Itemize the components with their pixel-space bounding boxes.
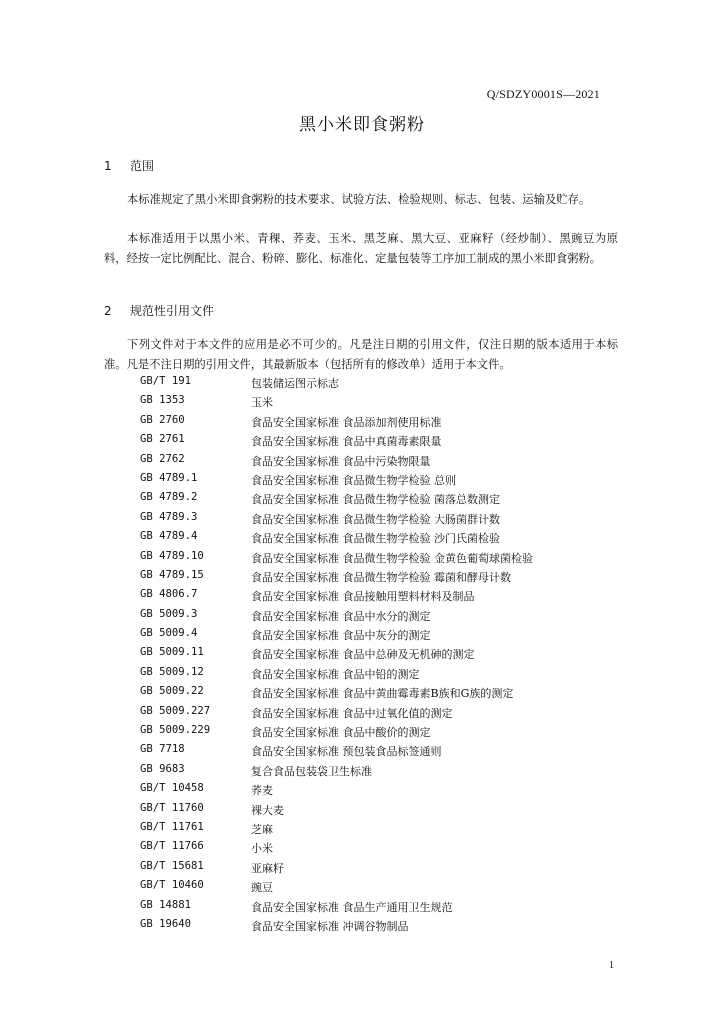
- reference-title: 食品安全国家标准 食品中真菌毒素限量: [251, 435, 442, 449]
- reference-code: GB 4789.2: [140, 491, 198, 504]
- reference-item: [140, 627, 533, 646]
- reference-title: 食品安全国家标准 食品中过氧化值的测定: [251, 706, 453, 720]
- reference-code: GB/T 10458: [140, 782, 204, 795]
- reference-title: 食品安全国家标准 预包装食品标签通则: [251, 745, 442, 759]
- document-title: 黑小米即食粥粉: [299, 115, 425, 135]
- reference-item: [140, 666, 533, 685]
- reference-code: GB 1353: [140, 394, 185, 407]
- reference-title: 食品安全国家标准 冲调谷物制品: [251, 919, 409, 933]
- reference-item: [140, 821, 533, 840]
- section-title: 范围: [130, 159, 155, 173]
- reference-item: [140, 608, 533, 627]
- reference-code: GB 4789.1: [140, 471, 198, 484]
- reference-item: [140, 453, 533, 472]
- page-number: 1: [609, 960, 614, 971]
- reference-item: [140, 705, 533, 724]
- reference-item: [140, 414, 533, 433]
- reference-item: [140, 491, 533, 510]
- reference-item: [140, 530, 533, 549]
- reference-item: [140, 394, 533, 413]
- reference-title: 食品安全国家标准 食品微生物学检验 霉菌和酵母计数: [251, 570, 511, 584]
- reference-item: [140, 763, 533, 782]
- section-heading-normative-references: [104, 302, 214, 319]
- reference-code: GB 5009.12: [140, 665, 204, 678]
- reference-title: 食品安全国家标准 食品微生物学检验 沙门氏菌检验: [251, 532, 500, 546]
- reference-item: [140, 588, 533, 607]
- reference-code: GB 4789.4: [140, 530, 198, 543]
- reference-title: 豌豆: [251, 881, 273, 895]
- reference-title: 食品安全国家标准 食品中铅的测定: [251, 667, 420, 681]
- reference-title: 复合食品包装袋卫生标准: [251, 764, 372, 778]
- reference-item: [140, 472, 533, 491]
- reference-code: GB 5009.22: [140, 685, 204, 698]
- section-heading-scope: [104, 157, 154, 174]
- reference-title: 食品安全国家标准 食品中污染物限量: [251, 454, 431, 468]
- reference-title: 食品安全国家标准 食品中总砷及无机砷的测定: [251, 648, 475, 662]
- reference-code: GB 9683: [140, 762, 185, 775]
- section-number: 2: [104, 304, 112, 318]
- reference-item: [140, 782, 533, 801]
- reference-title: 包装储运图示标志: [251, 377, 339, 390]
- reference-code: GB 5009.4: [140, 627, 198, 640]
- reference-code: GB/T 15681: [140, 859, 204, 872]
- document-code: Q/SDZY0001S—2021: [486, 87, 600, 101]
- reference-item: [140, 840, 533, 859]
- reference-item: [140, 802, 533, 821]
- reference-title: 食品安全国家标准 食品中黄曲霉毒素B族和G族的测定: [251, 687, 514, 701]
- reference-code: GB 5009.227: [140, 704, 211, 717]
- reference-code: GB 2760: [140, 413, 185, 426]
- reference-title: 食品安全国家标准 食品中酸价的测定: [251, 726, 431, 740]
- reference-item: [140, 646, 533, 665]
- section-number: 1: [104, 159, 112, 173]
- reference-code: GB 4789.10: [140, 549, 204, 562]
- reference-code: GB 14881: [140, 898, 192, 911]
- reference-item: [140, 375, 533, 394]
- reference-item: [140, 550, 533, 569]
- reference-code: GB/T 11761: [140, 820, 204, 833]
- reference-title: 食品安全国家标准 食品微生物学检验 菌落总数测定: [251, 493, 500, 507]
- reference-title: 食品安全国家标准 食品微生物学检验 总则: [251, 473, 456, 487]
- reference-title: 小米: [251, 842, 273, 856]
- reference-code: GB/T 11760: [140, 801, 204, 814]
- reference-code: GB 19640: [140, 917, 192, 930]
- paragraph: 本标准规定了黑小米即食粥粉的技术要求、试验方法、检验规则、标志、包装、运输及贮存。: [127, 193, 591, 206]
- reference-code: GB/T 10460: [140, 879, 204, 892]
- reference-item: [140, 433, 533, 452]
- section-title: 规范性引用文件: [130, 304, 215, 318]
- reference-title: 食品安全国家标准 食品生产通用卫生规范: [251, 900, 453, 914]
- reference-item: [140, 724, 533, 743]
- reference-code: GB/T 11766: [140, 840, 204, 853]
- reference-code: GB 4789.3: [140, 510, 198, 523]
- reference-item: [140, 860, 533, 879]
- reference-title: 裸大麦: [251, 803, 284, 817]
- reference-title: 荞麦: [251, 784, 273, 798]
- reference-item: [140, 569, 533, 588]
- reference-title: 玉米: [251, 396, 273, 410]
- reference-code: GB/T 191: [140, 375, 192, 387]
- reference-code: GB 5009.229: [140, 724, 211, 737]
- reference-code: GB 2761: [140, 433, 185, 446]
- reference-code: GB 5009.3: [140, 607, 198, 620]
- paragraph: 下列文件对于本文件的应用是必不可少的。凡是注日期的引用文件，仅注日期的版本适用于本标准。凡是不注日期的引用文件，其最新版本（包括所有的修改单）适用于本文件。: [104, 338, 618, 371]
- reference-item: [140, 511, 533, 530]
- reference-code: GB 2762: [140, 452, 185, 465]
- reference-title: 食品安全国家标准 食品添加剂使用标准: [251, 415, 442, 429]
- paragraph: 本标准适用于以黑小米、青稞、荞麦、玉米、黑芝麻、黑大豆、亚麻籽（经炒制）、黑豌豆为原料，经按一定比例配比、混合、粉碎、膨化、标准化、定量包装等工序加工制成的黑小米即食粥粉。: [104, 232, 618, 265]
- reference-list: [140, 375, 533, 937]
- reference-code: GB 4806.7: [140, 588, 198, 601]
- reference-title: 食品安全国家标准 食品接触用塑料材料及制品: [251, 590, 475, 604]
- reference-item: [140, 899, 533, 918]
- reference-title: 食品安全国家标准 食品微生物学检验 大肠菌群计数: [251, 512, 500, 526]
- reference-item: [140, 743, 533, 762]
- reference-title: 食品安全国家标准 食品微生物学检验 金黄色葡萄球菌检验: [251, 551, 533, 565]
- reference-item: [140, 685, 533, 704]
- reference-item: [140, 879, 533, 898]
- reference-code: GB 4789.15: [140, 568, 204, 581]
- reference-code: GB 7718: [140, 743, 185, 756]
- reference-title: 亚麻籽: [251, 861, 284, 875]
- reference-code: GB 5009.11: [140, 646, 204, 659]
- reference-title: 食品安全国家标准 食品中灰分的测定: [251, 629, 431, 643]
- reference-title: 食品安全国家标准 食品中水分的测定: [251, 609, 431, 623]
- reference-item: [140, 918, 533, 937]
- reference-title: 芝麻: [251, 822, 273, 836]
